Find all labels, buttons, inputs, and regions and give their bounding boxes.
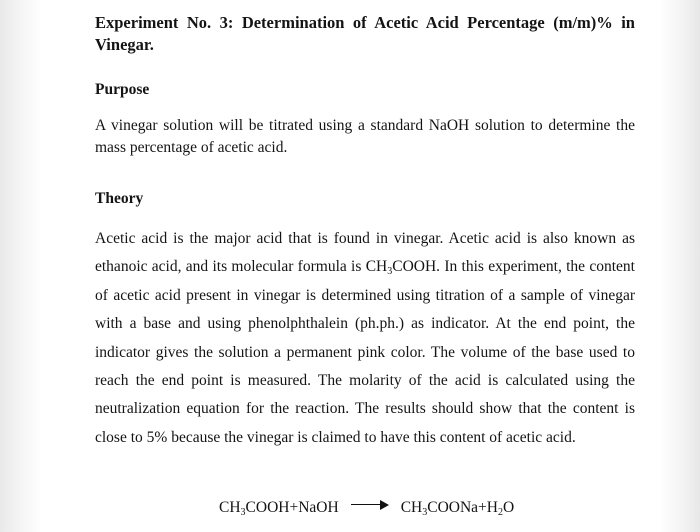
formula-suffix: COOH — [392, 258, 437, 276]
equation-plus-1: + — [289, 499, 299, 516]
document-title: Experiment No. 3: Determination of Acetic Acid Percentage (m/m)% in Vinegar. — [95, 13, 635, 54]
equation-plus-2: + — [478, 499, 487, 516]
theory-paragraph — [95, 225, 635, 452]
product-sodium-acetate — [401, 499, 478, 516]
reactant-acetic-acid-suffix: COOH — [245, 499, 290, 516]
theory-text-before-formula: Acetic acid is the major acid that is found in vinegar. Acetic acid is also known as ethanoic acid, and its molecular formula is — [95, 230, 635, 276]
reactant-sodium-hydroxide: NaOH — [298, 499, 339, 516]
document-content — [95, 12, 635, 452]
product-water-subscript: 2 — [498, 507, 503, 518]
purpose-paragraph: A vinegar solution will be titrated using a standard NaOH solution to determine the mass percentage of acetic acid. — [95, 117, 635, 156]
product-sodium-acetate-subscript: 3 — [422, 507, 428, 518]
reactant-acetic-acid-subscript: 3 — [240, 507, 246, 518]
product-sodium-acetate-prefix: CH — [400, 499, 423, 516]
reactant-acetic-acid-prefix: CH — [219, 499, 241, 516]
purpose-heading: Purpose — [95, 81, 150, 98]
product-water-prefix: H — [486, 499, 498, 516]
product-water-suffix: O — [503, 499, 515, 516]
reactant-acetic-acid — [219, 499, 289, 516]
theory-text-after-formula: . In this experiment, the content of acetic acid present in vinegar is determined using titration of a sample of vinegar with a base and using phenolphthalein (ph.ph.) as indicator. At the end point, the indicator gives the solution a permanent pink color. The volume of the base used to reach the end point is measured. The molarity of the acid is calculated using the neutralization equation for the reaction. The results should show that the content is close to 5% because the vinegar is claimed to have this content of acetic acid. — [95, 258, 635, 446]
product-water — [487, 499, 514, 516]
product-sodium-acetate-suffix: COONa — [427, 499, 479, 516]
formula-subscript: 3 — [387, 266, 393, 278]
right-arrow-icon — [351, 499, 389, 511]
formula-ch-prefix: CH — [365, 258, 388, 276]
theory-heading: Theory — [95, 190, 144, 207]
document-page — [40, 0, 660, 532]
neutralization-equation — [219, 497, 514, 519]
acetic-acid-formula — [365, 258, 437, 278]
